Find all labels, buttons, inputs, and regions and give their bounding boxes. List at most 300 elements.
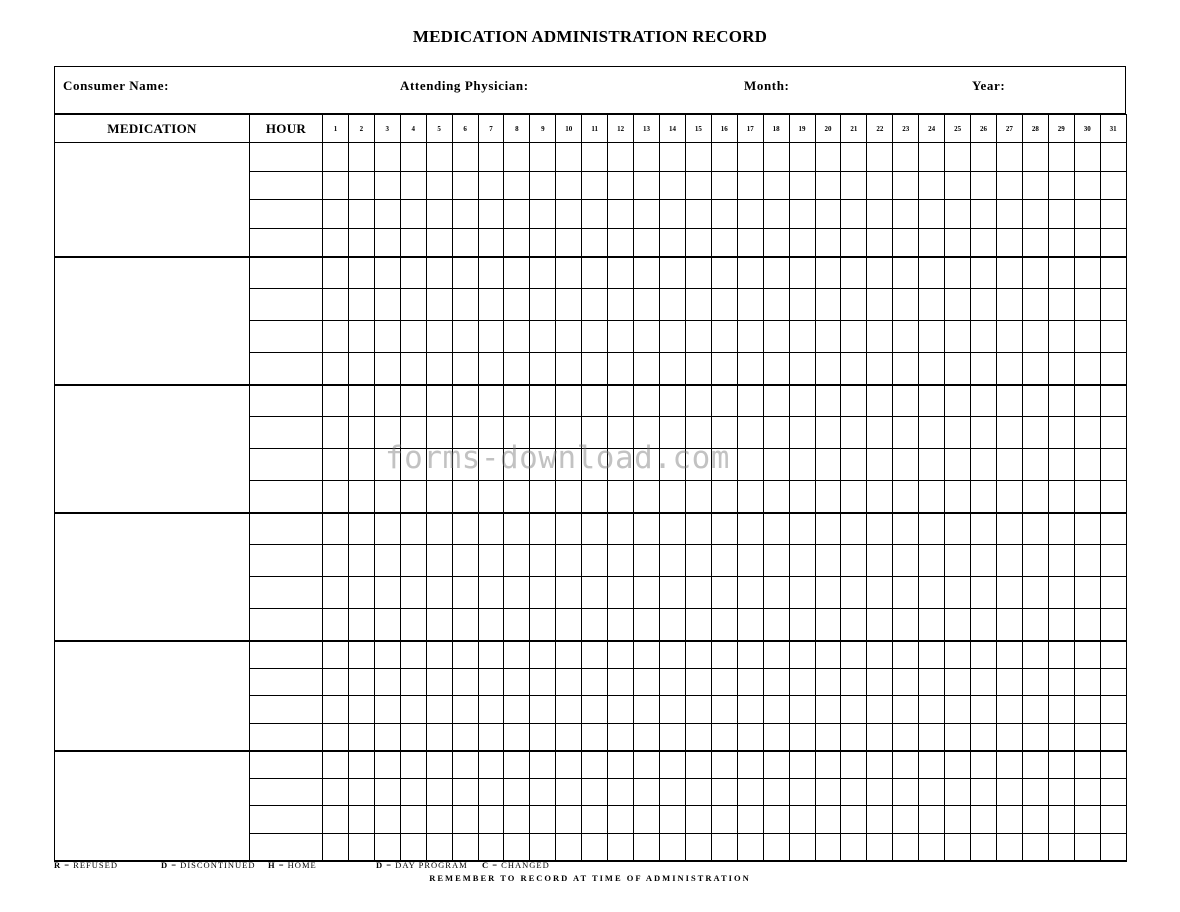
administration-cell[interactable] — [1074, 143, 1100, 172]
administration-cell[interactable] — [711, 257, 737, 289]
administration-cell[interactable] — [582, 449, 608, 481]
administration-cell[interactable] — [478, 545, 504, 577]
administration-cell[interactable] — [348, 641, 374, 669]
administration-cell[interactable] — [348, 200, 374, 229]
administration-cell[interactable] — [348, 228, 374, 257]
administration-cell[interactable] — [996, 353, 1022, 385]
administration-cell[interactable] — [919, 353, 945, 385]
administration-cell[interactable] — [634, 751, 660, 779]
administration-cell[interactable] — [1074, 833, 1100, 861]
administration-cell[interactable] — [504, 289, 530, 321]
administration-cell[interactable] — [971, 228, 997, 257]
hour-cell[interactable] — [250, 257, 323, 289]
administration-cell[interactable] — [504, 513, 530, 545]
administration-cell[interactable] — [323, 481, 349, 513]
administration-cell[interactable] — [348, 751, 374, 779]
administration-cell[interactable] — [556, 417, 582, 449]
administration-cell[interactable] — [711, 751, 737, 779]
administration-cell[interactable] — [867, 481, 893, 513]
administration-cell[interactable] — [763, 257, 789, 289]
administration-cell[interactable] — [452, 385, 478, 417]
administration-cell[interactable] — [685, 171, 711, 200]
administration-cell[interactable] — [478, 577, 504, 609]
administration-cell[interactable] — [1100, 751, 1126, 779]
administration-cell[interactable] — [634, 577, 660, 609]
administration-cell[interactable] — [659, 778, 685, 806]
administration-cell[interactable] — [685, 289, 711, 321]
administration-cell[interactable] — [426, 833, 452, 861]
administration-cell[interactable] — [374, 641, 400, 669]
administration-cell[interactable] — [452, 545, 478, 577]
administration-cell[interactable] — [919, 513, 945, 545]
administration-cell[interactable] — [711, 806, 737, 834]
administration-cell[interactable] — [893, 385, 919, 417]
administration-cell[interactable] — [945, 696, 971, 724]
administration-cell[interactable] — [763, 200, 789, 229]
administration-cell[interactable] — [763, 696, 789, 724]
administration-cell[interactable] — [323, 641, 349, 669]
hour-cell[interactable] — [250, 545, 323, 577]
administration-cell[interactable] — [996, 609, 1022, 641]
administration-cell[interactable] — [1100, 641, 1126, 669]
administration-cell[interactable] — [919, 723, 945, 751]
administration-cell[interactable] — [841, 833, 867, 861]
administration-cell[interactable] — [323, 806, 349, 834]
administration-cell[interactable] — [556, 228, 582, 257]
administration-cell[interactable] — [659, 228, 685, 257]
administration-cell[interactable] — [971, 751, 997, 779]
administration-cell[interactable] — [789, 200, 815, 229]
administration-cell[interactable] — [737, 723, 763, 751]
administration-cell[interactable] — [1022, 806, 1048, 834]
administration-cell[interactable] — [815, 641, 841, 669]
administration-cell[interactable] — [348, 833, 374, 861]
administration-cell[interactable] — [789, 385, 815, 417]
administration-cell[interactable] — [426, 385, 452, 417]
administration-cell[interactable] — [1048, 751, 1074, 779]
administration-cell[interactable] — [659, 385, 685, 417]
administration-cell[interactable] — [400, 257, 426, 289]
administration-cell[interactable] — [426, 417, 452, 449]
administration-cell[interactable] — [789, 577, 815, 609]
administration-cell[interactable] — [634, 228, 660, 257]
administration-cell[interactable] — [374, 577, 400, 609]
administration-cell[interactable] — [659, 641, 685, 669]
administration-cell[interactable] — [815, 577, 841, 609]
administration-cell[interactable] — [478, 289, 504, 321]
administration-cell[interactable] — [971, 513, 997, 545]
administration-cell[interactable] — [1022, 228, 1048, 257]
hour-cell[interactable] — [250, 723, 323, 751]
administration-cell[interactable] — [919, 545, 945, 577]
administration-cell[interactable] — [893, 513, 919, 545]
administration-cell[interactable] — [685, 545, 711, 577]
administration-cell[interactable] — [945, 609, 971, 641]
administration-cell[interactable] — [841, 577, 867, 609]
administration-cell[interactable] — [400, 417, 426, 449]
administration-cell[interactable] — [504, 228, 530, 257]
administration-cell[interactable] — [556, 257, 582, 289]
administration-cell[interactable] — [763, 353, 789, 385]
administration-cell[interactable] — [737, 143, 763, 172]
administration-cell[interactable] — [530, 751, 556, 779]
administration-cell[interactable] — [971, 143, 997, 172]
administration-cell[interactable] — [556, 806, 582, 834]
administration-cell[interactable] — [945, 778, 971, 806]
administration-cell[interactable] — [323, 577, 349, 609]
administration-cell[interactable] — [608, 289, 634, 321]
administration-cell[interactable] — [530, 449, 556, 481]
administration-cell[interactable] — [400, 513, 426, 545]
administration-cell[interactable] — [608, 833, 634, 861]
administration-cell[interactable] — [634, 417, 660, 449]
administration-cell[interactable] — [867, 257, 893, 289]
administration-cell[interactable] — [530, 228, 556, 257]
administration-cell[interactable] — [1100, 385, 1126, 417]
hour-cell[interactable] — [250, 171, 323, 200]
administration-cell[interactable] — [530, 353, 556, 385]
administration-cell[interactable] — [582, 668, 608, 696]
administration-cell[interactable] — [504, 723, 530, 751]
administration-cell[interactable] — [452, 228, 478, 257]
administration-cell[interactable] — [634, 668, 660, 696]
administration-cell[interactable] — [685, 321, 711, 353]
administration-cell[interactable] — [1074, 385, 1100, 417]
administration-cell[interactable] — [634, 171, 660, 200]
administration-cell[interactable] — [608, 353, 634, 385]
administration-cell[interactable] — [789, 143, 815, 172]
administration-cell[interactable] — [659, 289, 685, 321]
administration-cell[interactable] — [426, 449, 452, 481]
administration-cell[interactable] — [867, 668, 893, 696]
administration-cell[interactable] — [374, 171, 400, 200]
administration-cell[interactable] — [478, 257, 504, 289]
administration-cell[interactable] — [582, 723, 608, 751]
administration-cell[interactable] — [659, 417, 685, 449]
administration-cell[interactable] — [348, 577, 374, 609]
administration-cell[interactable] — [971, 200, 997, 229]
administration-cell[interactable] — [348, 171, 374, 200]
administration-cell[interactable] — [348, 806, 374, 834]
administration-cell[interactable] — [1022, 641, 1048, 669]
administration-cell[interactable] — [893, 778, 919, 806]
administration-cell[interactable] — [737, 417, 763, 449]
administration-cell[interactable] — [452, 723, 478, 751]
administration-cell[interactable] — [556, 723, 582, 751]
administration-cell[interactable] — [556, 171, 582, 200]
administration-cell[interactable] — [763, 668, 789, 696]
administration-cell[interactable] — [608, 257, 634, 289]
administration-cell[interactable] — [452, 289, 478, 321]
administration-cell[interactable] — [452, 806, 478, 834]
administration-cell[interactable] — [841, 778, 867, 806]
administration-cell[interactable] — [478, 609, 504, 641]
administration-cell[interactable] — [919, 751, 945, 779]
administration-cell[interactable] — [763, 806, 789, 834]
administration-cell[interactable] — [711, 481, 737, 513]
administration-cell[interactable] — [763, 171, 789, 200]
administration-cell[interactable] — [374, 696, 400, 724]
administration-cell[interactable] — [996, 289, 1022, 321]
administration-cell[interactable] — [737, 228, 763, 257]
administration-cell[interactable] — [867, 321, 893, 353]
administration-cell[interactable] — [685, 385, 711, 417]
administration-cell[interactable] — [815, 143, 841, 172]
administration-cell[interactable] — [711, 321, 737, 353]
administration-cell[interactable] — [893, 143, 919, 172]
administration-cell[interactable] — [971, 289, 997, 321]
administration-cell[interactable] — [815, 696, 841, 724]
administration-cell[interactable] — [608, 806, 634, 834]
hour-cell[interactable] — [250, 513, 323, 545]
administration-cell[interactable] — [996, 385, 1022, 417]
administration-cell[interactable] — [400, 171, 426, 200]
administration-cell[interactable] — [763, 289, 789, 321]
administration-cell[interactable] — [1048, 143, 1074, 172]
administration-cell[interactable] — [945, 289, 971, 321]
administration-cell[interactable] — [1048, 668, 1074, 696]
administration-cell[interactable] — [504, 778, 530, 806]
administration-cell[interactable] — [1074, 696, 1100, 724]
administration-cell[interactable] — [582, 228, 608, 257]
administration-cell[interactable] — [867, 696, 893, 724]
administration-cell[interactable] — [1022, 289, 1048, 321]
hour-cell[interactable] — [250, 200, 323, 229]
administration-cell[interactable] — [711, 668, 737, 696]
administration-cell[interactable] — [348, 353, 374, 385]
administration-cell[interactable] — [374, 449, 400, 481]
administration-cell[interactable] — [323, 833, 349, 861]
administration-cell[interactable] — [582, 641, 608, 669]
administration-cell[interactable] — [582, 353, 608, 385]
administration-cell[interactable] — [685, 228, 711, 257]
administration-cell[interactable] — [815, 668, 841, 696]
administration-cell[interactable] — [582, 417, 608, 449]
administration-cell[interactable] — [971, 321, 997, 353]
administration-cell[interactable] — [867, 778, 893, 806]
administration-cell[interactable] — [478, 723, 504, 751]
administration-cell[interactable] — [659, 449, 685, 481]
administration-cell[interactable] — [996, 668, 1022, 696]
administration-cell[interactable] — [815, 778, 841, 806]
administration-cell[interactable] — [659, 200, 685, 229]
medication-cell[interactable] — [55, 751, 250, 861]
administration-cell[interactable] — [1074, 289, 1100, 321]
hour-cell[interactable] — [250, 577, 323, 609]
administration-cell[interactable] — [711, 353, 737, 385]
administration-cell[interactable] — [323, 513, 349, 545]
administration-cell[interactable] — [374, 417, 400, 449]
administration-cell[interactable] — [971, 417, 997, 449]
administration-cell[interactable] — [1048, 353, 1074, 385]
medication-cell[interactable] — [55, 257, 250, 385]
administration-cell[interactable] — [1022, 751, 1048, 779]
administration-cell[interactable] — [426, 321, 452, 353]
administration-cell[interactable] — [556, 778, 582, 806]
administration-cell[interactable] — [919, 289, 945, 321]
administration-cell[interactable] — [426, 641, 452, 669]
administration-cell[interactable] — [608, 200, 634, 229]
administration-cell[interactable] — [478, 385, 504, 417]
administration-cell[interactable] — [685, 641, 711, 669]
administration-cell[interactable] — [1100, 577, 1126, 609]
administration-cell[interactable] — [893, 641, 919, 669]
administration-cell[interactable] — [478, 171, 504, 200]
administration-cell[interactable] — [711, 778, 737, 806]
administration-cell[interactable] — [1100, 513, 1126, 545]
administration-cell[interactable] — [789, 751, 815, 779]
administration-cell[interactable] — [1022, 609, 1048, 641]
administration-cell[interactable] — [426, 513, 452, 545]
administration-cell[interactable] — [996, 806, 1022, 834]
administration-cell[interactable] — [504, 545, 530, 577]
administration-cell[interactable] — [374, 481, 400, 513]
administration-cell[interactable] — [815, 609, 841, 641]
administration-cell[interactable] — [556, 696, 582, 724]
administration-cell[interactable] — [348, 143, 374, 172]
administration-cell[interactable] — [763, 228, 789, 257]
administration-cell[interactable] — [374, 385, 400, 417]
administration-cell[interactable] — [1022, 833, 1048, 861]
administration-cell[interactable] — [893, 696, 919, 724]
administration-cell[interactable] — [530, 668, 556, 696]
administration-cell[interactable] — [374, 751, 400, 779]
administration-cell[interactable] — [1100, 481, 1126, 513]
administration-cell[interactable] — [763, 833, 789, 861]
administration-cell[interactable] — [556, 668, 582, 696]
administration-cell[interactable] — [971, 577, 997, 609]
administration-cell[interactable] — [945, 257, 971, 289]
administration-cell[interactable] — [996, 171, 1022, 200]
administration-cell[interactable] — [1048, 609, 1074, 641]
administration-cell[interactable] — [530, 143, 556, 172]
administration-cell[interactable] — [789, 723, 815, 751]
administration-cell[interactable] — [348, 481, 374, 513]
administration-cell[interactable] — [374, 321, 400, 353]
administration-cell[interactable] — [659, 353, 685, 385]
administration-cell[interactable] — [945, 513, 971, 545]
administration-cell[interactable] — [711, 545, 737, 577]
administration-cell[interactable] — [1100, 321, 1126, 353]
administration-cell[interactable] — [841, 806, 867, 834]
administration-cell[interactable] — [971, 641, 997, 669]
administration-cell[interactable] — [971, 545, 997, 577]
administration-cell[interactable] — [919, 200, 945, 229]
administration-cell[interactable] — [634, 696, 660, 724]
administration-cell[interactable] — [1048, 385, 1074, 417]
administration-cell[interactable] — [400, 751, 426, 779]
administration-cell[interactable] — [634, 806, 660, 834]
administration-cell[interactable] — [1074, 353, 1100, 385]
administration-cell[interactable] — [1022, 481, 1048, 513]
administration-cell[interactable] — [841, 143, 867, 172]
administration-cell[interactable] — [737, 257, 763, 289]
administration-cell[interactable] — [608, 696, 634, 724]
administration-cell[interactable] — [659, 171, 685, 200]
administration-cell[interactable] — [919, 143, 945, 172]
administration-cell[interactable] — [1048, 481, 1074, 513]
administration-cell[interactable] — [659, 833, 685, 861]
administration-cell[interactable] — [374, 833, 400, 861]
administration-cell[interactable] — [737, 353, 763, 385]
administration-cell[interactable] — [815, 417, 841, 449]
administration-cell[interactable] — [582, 609, 608, 641]
administration-cell[interactable] — [374, 545, 400, 577]
administration-cell[interactable] — [867, 751, 893, 779]
administration-cell[interactable] — [1022, 513, 1048, 545]
administration-cell[interactable] — [504, 385, 530, 417]
administration-cell[interactable] — [348, 723, 374, 751]
administration-cell[interactable] — [634, 200, 660, 229]
administration-cell[interactable] — [374, 609, 400, 641]
administration-cell[interactable] — [323, 609, 349, 641]
administration-cell[interactable] — [996, 696, 1022, 724]
administration-cell[interactable] — [996, 257, 1022, 289]
administration-cell[interactable] — [582, 696, 608, 724]
administration-cell[interactable] — [685, 481, 711, 513]
administration-cell[interactable] — [815, 449, 841, 481]
administration-cell[interactable] — [323, 228, 349, 257]
administration-cell[interactable] — [919, 449, 945, 481]
administration-cell[interactable] — [945, 723, 971, 751]
administration-cell[interactable] — [711, 577, 737, 609]
administration-cell[interactable] — [426, 778, 452, 806]
administration-cell[interactable] — [867, 417, 893, 449]
administration-cell[interactable] — [996, 200, 1022, 229]
administration-cell[interactable] — [374, 143, 400, 172]
administration-cell[interactable] — [634, 833, 660, 861]
administration-cell[interactable] — [530, 833, 556, 861]
administration-cell[interactable] — [530, 481, 556, 513]
administration-cell[interactable] — [504, 833, 530, 861]
administration-cell[interactable] — [400, 143, 426, 172]
administration-cell[interactable] — [530, 696, 556, 724]
administration-cell[interactable] — [919, 833, 945, 861]
administration-cell[interactable] — [478, 778, 504, 806]
administration-cell[interactable] — [789, 641, 815, 669]
administration-cell[interactable] — [971, 171, 997, 200]
administration-cell[interactable] — [945, 668, 971, 696]
administration-cell[interactable] — [996, 481, 1022, 513]
administration-cell[interactable] — [504, 171, 530, 200]
hour-cell[interactable] — [250, 641, 323, 669]
administration-cell[interactable] — [348, 385, 374, 417]
administration-cell[interactable] — [348, 257, 374, 289]
administration-cell[interactable] — [608, 171, 634, 200]
administration-cell[interactable] — [893, 171, 919, 200]
administration-cell[interactable] — [323, 321, 349, 353]
administration-cell[interactable] — [478, 806, 504, 834]
administration-cell[interactable] — [737, 481, 763, 513]
administration-cell[interactable] — [582, 577, 608, 609]
administration-cell[interactable] — [763, 723, 789, 751]
administration-cell[interactable] — [1074, 171, 1100, 200]
administration-cell[interactable] — [711, 228, 737, 257]
administration-cell[interactable] — [478, 417, 504, 449]
administration-cell[interactable] — [1074, 449, 1100, 481]
administration-cell[interactable] — [426, 723, 452, 751]
administration-cell[interactable] — [608, 545, 634, 577]
administration-cell[interactable] — [737, 778, 763, 806]
administration-cell[interactable] — [400, 696, 426, 724]
administration-cell[interactable] — [1100, 353, 1126, 385]
administration-cell[interactable] — [1100, 143, 1126, 172]
administration-cell[interactable] — [323, 449, 349, 481]
administration-cell[interactable] — [426, 171, 452, 200]
administration-cell[interactable] — [1022, 449, 1048, 481]
administration-cell[interactable] — [400, 806, 426, 834]
administration-cell[interactable] — [348, 449, 374, 481]
